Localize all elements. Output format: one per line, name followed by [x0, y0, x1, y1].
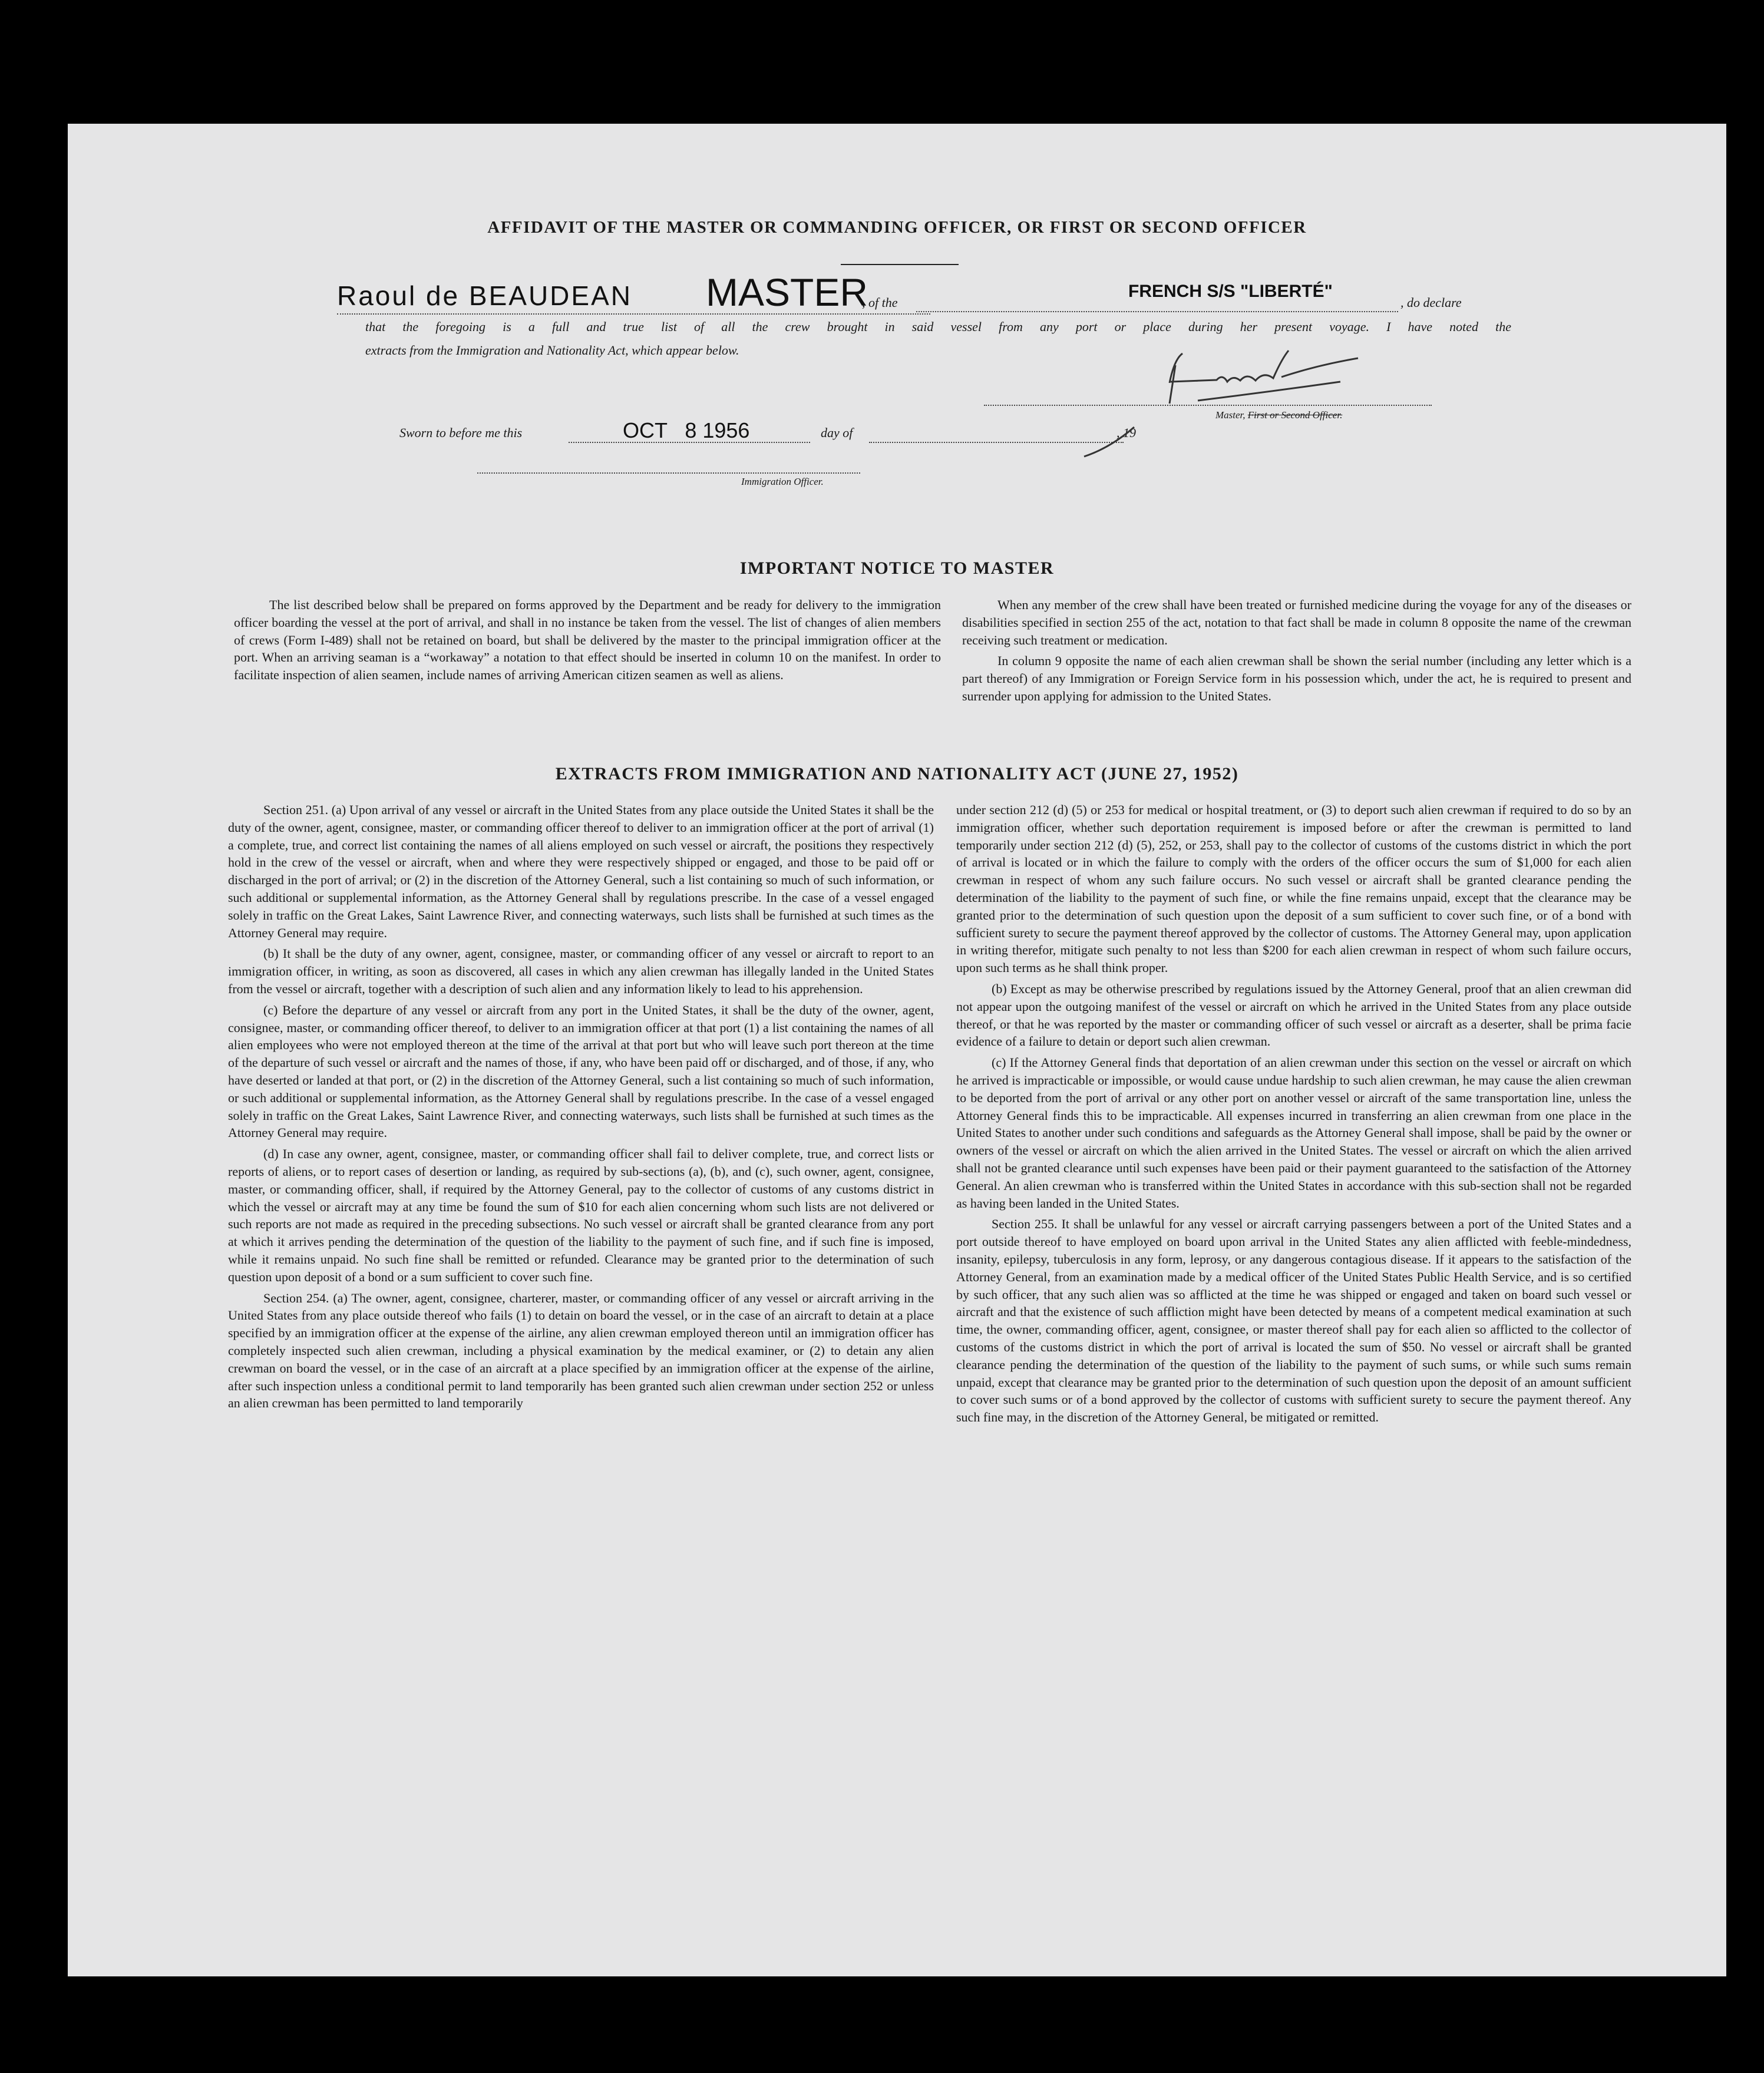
master-rank: MASTER — [706, 270, 868, 314]
act-paragraph: (c) Before the departure of any vessel or aircraft from any port in the United States, it shall be the duty of the owner, agent, consignee, master, or commanding officer thereof, to deliver to an immigration officer at that port (1) a list containing the names of all alien employees who were not employed thereon at the time of the arrival at that port but who will leave such port thereon at the time of the departure of such vessel or aircraft and the names of those, if any, who have been paid off or discharged, and of those, if any, who have deserted or landed at that port, or (2) in the discretion of the Attorney General, such a list containing so much of such information, or such additional or supplemental information, as the Attorney General shall by regulations prescribe. In the case of a vessel engaged solely in traffic on the Great Lakes, Saint Lawrence River, and connecting waterways, such lists shall be furnished at such times as the Attorney General may require. — [228, 1002, 934, 1140]
struck-officer-label: First or Second Officer. — [1247, 409, 1343, 421]
act-paragraph: (b) It shall be the duty of any owner, agent, consignee, master, or commanding officer of any vessel or aircraft to report to an immigration officer, in writing, as soon as discovered, all cases in which any alien crewman has illegally landed in the United States from the vessel or aircraft, together with a description of such alien and any information likely to lead to his apprehension. — [228, 946, 934, 996]
signature-stroke — [1081, 421, 1146, 462]
sworn-label: Sworn to before me this — [399, 425, 523, 440]
act-paragraph: (d) In case any owner, agent, consignee, master, or commanding officer shall fail to deliver complete, true, and correct lists or reports of aliens, or to report cases of desertion or landing, as required by sub-sections (a), (b), and (c), such owner, agent, consignee, master, or commanding officer, shall, if required by the Attorney General, pay to the collector of customs of any customs district in which the vessel or aircraft may at any time be found the sum of $10 for each alien concerning whom such lists are not delivered or such reports are not made as required in the preceding subsections. No such vessel or aircraft shall be granted clearance from any port at which it arrives pending the determination of the question of the liability to the payment of such fine, and if such fine is imposed, while it remains unpaid. No such fine shall be remitted or refunded. Clearance may be granted prior to the determination of such question upon deposit of a bond or a sum sufficient to cover such fine. — [228, 1146, 934, 1284]
affidavit-title: AFFIDAVIT OF THE MASTER OR COMMANDING OFFICER, OR FIRST OR SECOND OFFICER — [487, 218, 1307, 237]
extracts-left-column — [228, 801, 934, 1416]
act-paragraph: (c) If the Attorney General finds that deportation of an alien crewman under this section on the vessel or aircraft on which he arrived is impracticable or impossible, or would cause undue hardship to such alien crewman, he may cause the alien crewman to be deported from the port of arrival or any other port on another vessel or aircraft of the same transportation line, unless the Attorney General finds this to be impracticable. All expenses incurred in transferring an alien crewman from one place in the United States to another under such conditions and safeguards as the Attorney General shall impose, shall be paid by the owner or owners of the vessel or aircraft on which the alien arrived in the United States. The vessel or aircraft on which the alien arrived shall not be granted clearance until such expenses have been paid or their payment guaranteed to the satisfaction of the Attorney General. An alien crewman who is transferred within the United States in accordance with this sub-section shall not be regarded as having been landed in the United States. — [956, 1055, 1631, 1211]
act-paragraph: (b) Except as may be otherwise prescribed by regulations issued by the Attorney General, proof that an alien crewman did not appear upon the outgoing manifest of the vessel or aircraft on which he arrived in the United States from any place outside thereof, or that he was reported by the master or commanding officer of such vessel or aircraft as a deserter, shall be prima facie evidence of a failure to detain or deport such alien crewman. — [956, 981, 1631, 1049]
declaration-line-2: extracts from the Immigration and Nationality Act, which appear below. — [365, 343, 739, 358]
notice-paragraph: The list described below shall be prepared on forms approved by the Department and be ready for delivery to the immigration officer boarding the vessel at the port of arrival, and shall in no instance be taken from the vessel. The list of changes of alien members of crews (Form I-489) shall not be retained on board, but shall be delivered by the master to the principal immigration officer at the port. When an arriving seaman is a “workaway” a notation to that effect should be inserted in column 10 on the manifest. In order to facilitate inspection of alien seamen, include names of arriving American citizen seamen as well as aliens. — [234, 597, 941, 683]
master-label: Master, — [1215, 409, 1246, 421]
extracts-title: EXTRACTS FROM IMMIGRATION AND NATIONALITY ACT (JUNE 27, 1952) — [555, 764, 1239, 783]
do-declare-label: , do declare — [1400, 295, 1462, 310]
master-title-label — [1215, 409, 1342, 421]
notice-title: IMPORTANT NOTICE TO MASTER — [739, 558, 1055, 578]
master-name: Raoul de BEAUDEAN — [337, 280, 632, 311]
title-rule — [841, 264, 959, 265]
act-paragraph: Section 254. (a) The owner, agent, consignee, charterer, master, or commanding officer of any vessel or aircraft arriving in the United States from any place outside thereof who fails (1) to detain on board the vessel, or in the case of an aircraft to detain at a place specified by an immigration officer at the expense of the airline, any alien crewman employed thereon until an immigration officer has completely inspected such alien crewman, including a physical examination by the medical examiner, or (2) to detain any alien crewman on board the vessel, or in the case of an aircraft at a place specified by an immigration officer at the expense of the airline, after such inspection unless a conditional permit to land temporarily has been granted such alien crewman under section 252 or unless an alien crewman has been permitted to land temporarily — [228, 1290, 934, 1411]
vessel-name: FRENCH S/S "LIBERTÉ" — [1128, 282, 1333, 301]
declaration-line-1: that the foregoing is a full and true list of all the crew brought in said vessel from any port or place during her present voyage. I have noted the — [365, 319, 1511, 334]
sworn-date: OCT 8 1956 — [623, 418, 750, 442]
master-signature — [1152, 348, 1411, 412]
year-prefix: , 19 — [1116, 425, 1136, 440]
notice-left-column — [234, 596, 941, 687]
act-paragraph: under section 212 (d) (5) or 253 for medical or hospital treatment, or (3) to deport such alien crewman if required to do so by an immigration officer, whether such deportation requirement is imposed before or after the crewman is permitted to land temporarily under section 212 (d) (5), 252, or 253, shall pay to the collector of customs of the customs district in which the port of arrival is located or in which the failure to comply with the orders of the officer occurs the sum of $1,000 for each alien crewman in respect of whom any such failure occurs. No such vessel or aircraft shall be granted clearance pending the determination of the liability to the payment of such fine, or while the fine remains unpaid, except that the clearance may be granted prior to the determination of such question upon the deposit of a sum sufficient to cover such fine, or of a bond with sufficient surety to secure the payment thereof approved by the collector of customs. The Attorney General may, upon application in writing therefor, mitigate such penalty to not less than $200 for each alien crewman in respect of whom such failure occurs, upon such terms as he shall think proper. — [956, 802, 1631, 976]
act-paragraph: Section 255. It shall be unlawful for any vessel or aircraft carrying passengers between a port of the United States and a port outside thereof to have employed on board upon arrival in the United States any alien afflicted with feeble-mindedness, insanity, epilepsy, tuberculosis in any form, leprosy, or any dangerous contagious disease. If it appears to the satisfaction of the Attorney General, from an examination made by a medical officer of the United States Public Health Service, and is so certified by such officer, that any such alien was so afflicted at the time he was shipped or engaged and taken on board such vessel or aircraft and that the existence of such affliction might have been detected by means of a competent medical examination at such time, the owner, commanding officer, agent, consignee, or master thereof shall pay for each alien so afflicted to the collector of customs of the customs district in which the port of arrival is located the sum of $50. No vessel or aircraft shall be granted clearance pending the determination of the question of the liability to the payment of such sums, or while such sums remain unpaid, except that clearance may be granted prior to the determination of such question upon the deposit of an amount sufficient to cover such sums or of a bond approved by the collector of customs with sufficient surety to secure the payment thereof. Any such fine may, in the discretion of the Attorney General, be mitigated or remitted. — [956, 1216, 1631, 1425]
notice-paragraph: When any member of the crew shall have been treated or furnished medicine during the voyage for any of the diseases or disabilities specified in section 255 of the act, notation to that fact shall be made in column 8 opposite the name of the crewman receiving such treatment or medication. — [962, 597, 1631, 647]
act-paragraph: Section 251. (a) Upon arrival of any vessel or aircraft in the United States from any place outside the United States it shall be the duty of the owner, agent, consignee, master, or commanding officer thereof to deliver to an immigration officer at the port of arrival (1) a complete, true, and correct list containing the names of all aliens employed on such vessel or aircraft, the positions they respectively hold in the crew of the vessel or aircraft, when and where they were respectively shipped or engaged, and those to be paid off or discharged in the port of arrival; or (2) in the discretion of the Attorney General, such a list containing so much of such information, or such additional or supplemental information, as the Attorney General shall by regulations prescribe. In the case of a vessel engaged solely in traffic on the Great Lakes, Saint Lawrence River, and connecting waterways, such lists shall be furnished at such times as the Attorney General may require. — [228, 802, 934, 940]
extracts-right-column — [956, 801, 1631, 1430]
notice-right-column — [962, 596, 1631, 709]
of-the-label: , of the — [862, 295, 898, 310]
document-page — [68, 124, 1726, 1976]
immigration-officer-label: Immigration Officer. — [741, 476, 824, 487]
day-of-label: day of — [821, 425, 853, 440]
notice-paragraph: In column 9 opposite the name of each alien crewman shall be shown the serial number (including any letter which is a part thereof) of any Immigration or Foreign Service form in his possession which, under the act, he is required to present and surrender upon applying for admission to the United States. — [962, 653, 1631, 703]
